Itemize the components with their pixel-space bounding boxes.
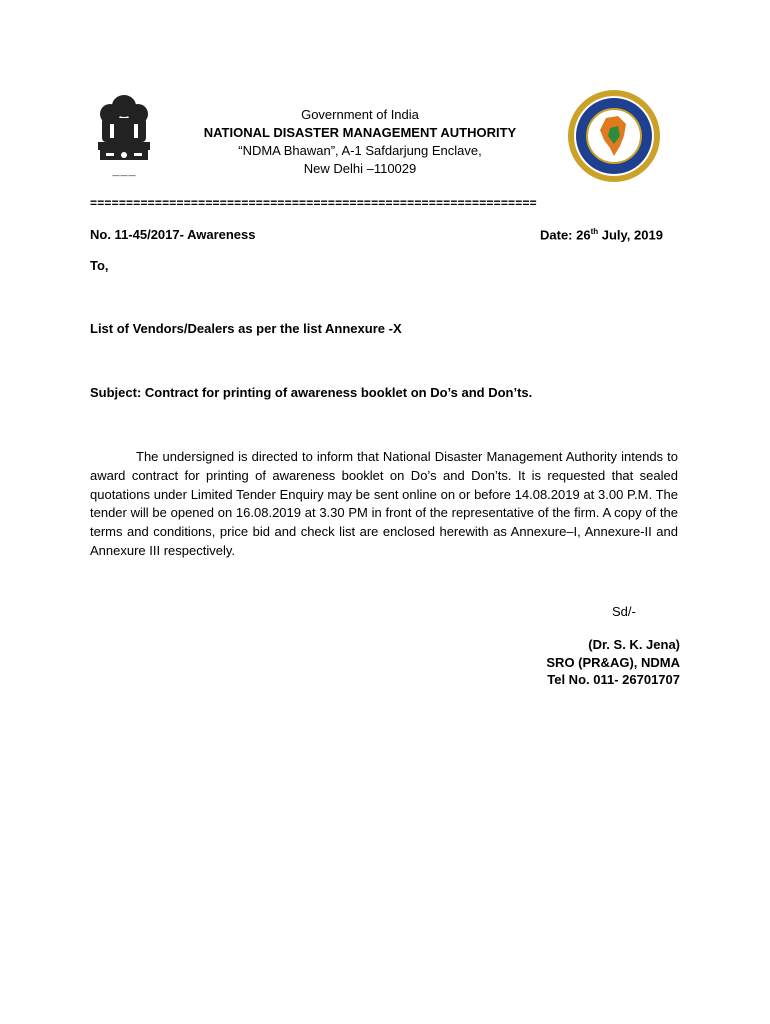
letterhead-organisation: NATIONAL DISASTER MANAGEMENT AUTHORITY xyxy=(203,125,517,140)
recipients-line: List of Vendors/Dealers as per the list Annexure -X xyxy=(90,321,402,336)
salutation: To, xyxy=(90,258,109,273)
svg-text:———: ——— xyxy=(112,171,136,180)
signature-block xyxy=(430,636,680,689)
letterhead-address: “NDMA Bhawan”, A-1 Safdarjung Enclave, xyxy=(238,143,482,158)
signature-sd: Sd/- xyxy=(612,604,636,619)
ndma-logo-icon xyxy=(566,88,662,184)
subject-line: Subject: Contract for printing of awareness booklet on Do’s and Don’ts. xyxy=(90,385,533,400)
letterhead xyxy=(190,106,530,178)
letter-date xyxy=(540,227,663,242)
national-emblem-icon xyxy=(92,92,156,184)
date-prefix: Date: 26 xyxy=(540,227,591,243)
body-paragraph: The undersigned is directed to inform that National Disaster Management Authority intends to award contract for printing of awareness booklet on Do’s and Don’ts. It is requested that sealed quotations under Limited Tender Enquiry may be sent online on or before 14.08.2019 at 3.00 P.M. The tender will be opened on 16.08.2019 at 3.30 PM in front of the representative of the firm. A copy of the terms and conditions, price bid and check list are enclosed herewith as Annexure–I, Annexure-II and Annexure III respectively. xyxy=(90,449,678,558)
signatory-designation: SRO (PR&AG), NDMA xyxy=(546,654,680,670)
signatory-phone: Tel No. 011- 26701707 xyxy=(547,672,680,687)
signatory-name: (Dr. S. K. Jena) xyxy=(588,637,680,652)
letterhead-city: New Delhi –110029 xyxy=(303,161,417,176)
separator-line: ============================================================== xyxy=(90,196,537,210)
reference-number: No. 11-45/2017- Awareness xyxy=(90,227,256,242)
letterhead-government: Government of India xyxy=(301,107,419,122)
date-ordinal: th xyxy=(590,227,599,236)
date-suffix: July, 2019 xyxy=(598,227,663,243)
